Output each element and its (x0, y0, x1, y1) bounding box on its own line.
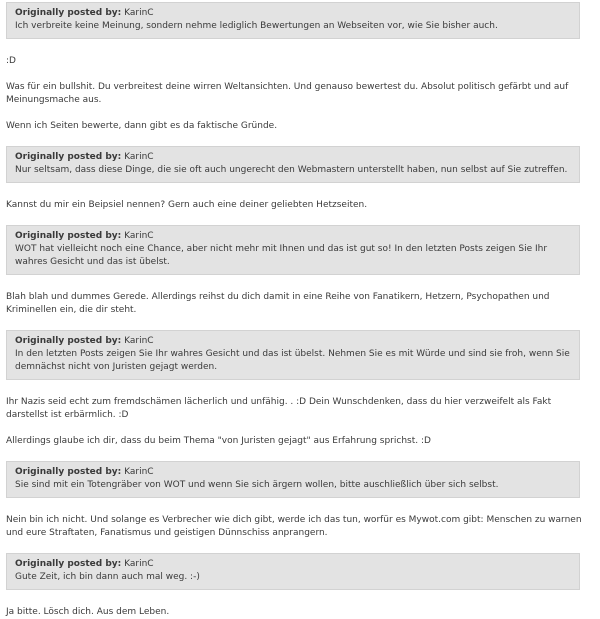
forum-post-body (0, 2, 596, 619)
quote-header (15, 7, 571, 20)
quote-label: Originally posted by: (15, 152, 122, 162)
quote-author: KarinC (124, 231, 154, 241)
quote-text: WOT hat vielleicht noch eine Chance, aber nicht mehr mit Ihnen und das ist gut so! In den letzten Posts zeigen Sie Ihr wahres Gesicht und das ist übelst. (15, 244, 548, 267)
quote-block (6, 2, 580, 39)
reply-text: Was für ein bullshit. Du verbreitest deine wirren Weltansichten. Und genauso bewertest du. Absolut politisch gefärbt und auf Meinungsmache aus. (6, 82, 569, 105)
quote-author: KarinC (124, 336, 154, 346)
quote-author: KarinC (124, 559, 154, 569)
quote-header (15, 230, 571, 243)
reply-text: Allerdings glaube ich dir, dass du beim Thema "von Juristen gejagt" aus Erfahrung sprichst. :D (6, 436, 431, 446)
quote-header (15, 151, 571, 164)
reply-text: :D (6, 56, 16, 66)
quote-block (6, 330, 580, 380)
reply-text: Nein bin ich nicht. Und solange es Verbrecher wie dich gibt, werde ich das tun, worfür es Mywot.com gibt: Menschen zu warnen und eure Straftaten, Fanatismus und geistigen Dünnschiss anprangern. (6, 515, 582, 538)
quote-label: Originally posted by: (15, 467, 122, 477)
quote-text: Nur seltsam, dass diese Dinge, die sie oft auch ungerecht den Webmastern unterstellt haben, nun selbst auf Sie zutreffen. (15, 165, 568, 175)
reply-text: Wenn ich Seiten bewerte, dann gibt es da faktische Gründe. (6, 121, 278, 131)
quote-label: Originally posted by: (15, 559, 122, 569)
quote-header (15, 335, 571, 348)
reply-text: Blah blah und dummes Gerede. Allerdings reihst du dich damit in eine Reihe von Fanatikern, Hetzern, Psychopathen und Kriminellen ein, die dir steht. (6, 292, 550, 315)
quote-block (6, 553, 580, 590)
reply-text: Ja bitte. Lösch dich. Aus dem Leben. (6, 607, 170, 617)
quote-text: Ich verbreite keine Meinung, sondern nehme lediglich Bewertungen an Webseiten vor, wie Sie bisher auch. (15, 21, 498, 31)
quote-block (6, 461, 580, 498)
quote-author: KarinC (124, 467, 154, 477)
quote-header (15, 466, 571, 479)
quote-author: KarinC (124, 8, 154, 18)
quote-author: KarinC (124, 152, 154, 162)
quote-text: In den letzten Posts zeigen Sie Ihr wahres Gesicht und das ist übelst. Nehmen Sie es mit Würde und sind sie froh, wenn Sie demnächst nicht von Juristen gejagt werden. (15, 349, 570, 372)
reply-text: Kannst du mir ein Beipsiel nennen? Gern auch eine deiner geliebten Hetzseiten. (6, 200, 368, 210)
quote-header (15, 558, 571, 571)
quote-text: Gute Zeit, ich bin dann auch mal weg. :-) (15, 572, 200, 582)
quote-label: Originally posted by: (15, 231, 122, 241)
quote-text: Sie sind mit ein Totengräber von WOT und wenn Sie sich ärgern wollen, bitte auschließlich über sich selbst. (15, 480, 499, 490)
quote-block (6, 225, 580, 275)
quote-block (6, 146, 580, 183)
quote-label: Originally posted by: (15, 336, 122, 346)
quote-label: Originally posted by: (15, 8, 122, 18)
reply-text: Ihr Nazis seid echt zum fremdschämen lächerlich und unfähig. . :D Dein Wunschdenken, dass du hier verzweifelt als Fakt darstellst ist erbärmlich. :D (6, 397, 552, 420)
